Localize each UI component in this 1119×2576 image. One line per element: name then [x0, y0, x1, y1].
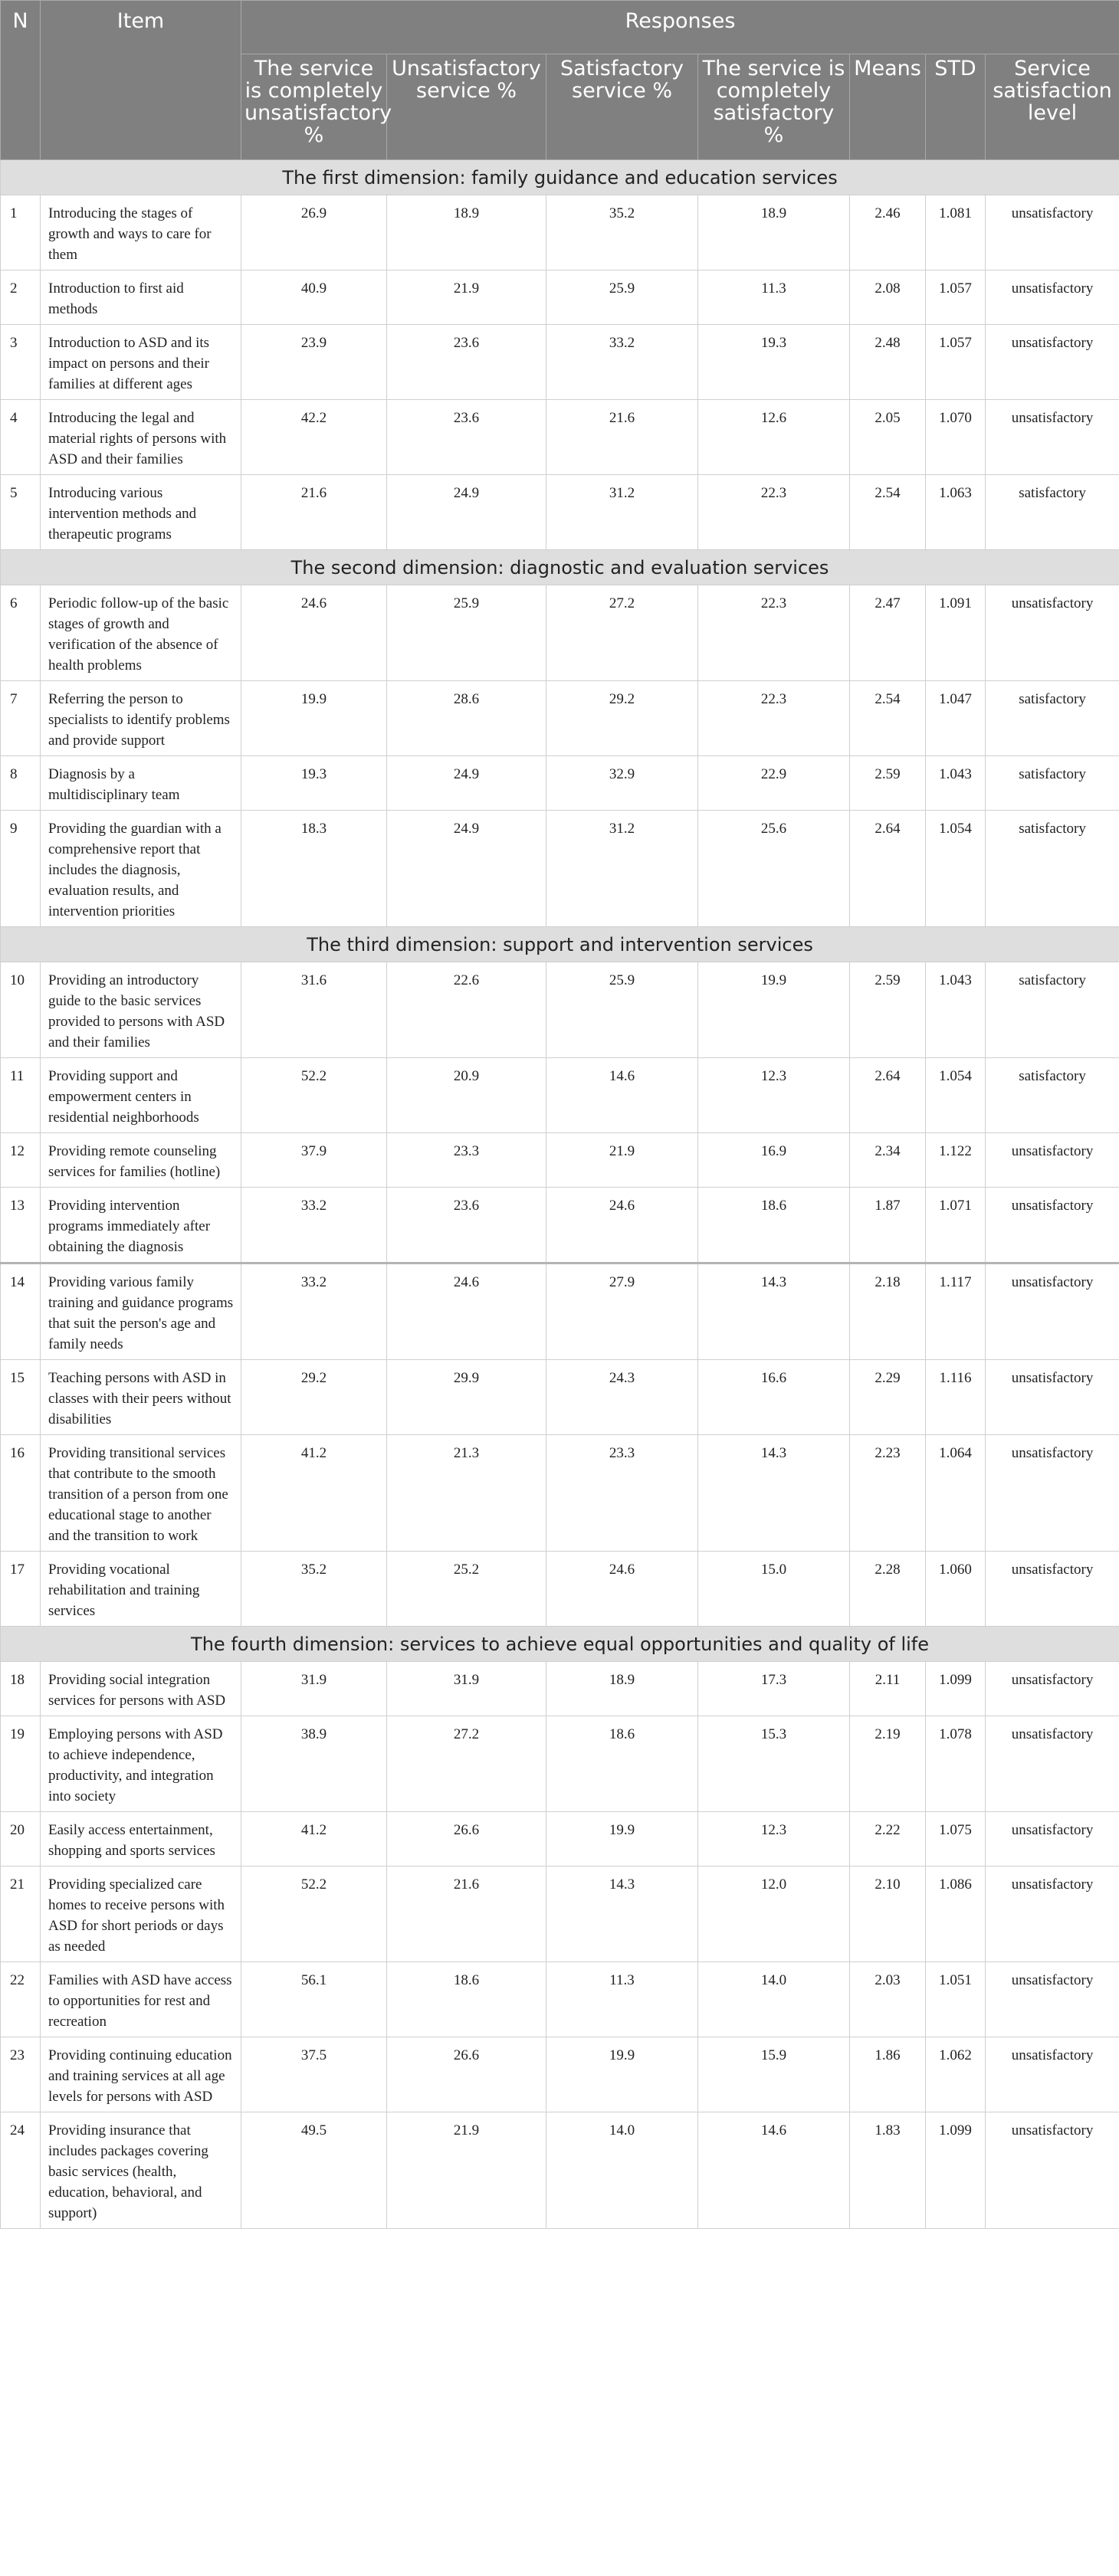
header-completely-unsatisfactory: The service is completely unsatisfactory %	[241, 54, 387, 160]
pct-completely-satisfactory: 16.6	[698, 1360, 850, 1435]
mean-value: 2.29	[850, 1360, 926, 1435]
dimension-header-row	[1, 160, 1119, 195]
satisfaction-level: satisfactory	[986, 962, 1119, 1058]
row-number: 1	[1, 195, 41, 270]
dimension-title: The fourth dimension: services to achieve equal opportunities and quality of life	[1, 1627, 1119, 1662]
dimension-title: The third dimension: support and intervention services	[1, 927, 1119, 962]
pct-satisfactory: 33.2	[546, 325, 698, 400]
mean-value: 2.10	[850, 1866, 926, 1962]
satisfaction-level: unsatisfactory	[986, 1866, 1119, 1962]
pct-unsatisfactory: 24.6	[387, 1263, 546, 1360]
satisfaction-level: unsatisfactory	[986, 270, 1119, 325]
std-value: 1.060	[926, 1552, 986, 1627]
table-row	[1, 811, 1119, 927]
std-value: 1.075	[926, 1812, 986, 1866]
row-item: Introducing the stages of growth and ways to care for them	[41, 195, 241, 270]
pct-completely-satisfactory: 22.3	[698, 475, 850, 550]
mean-value: 2.54	[850, 475, 926, 550]
mean-value: 1.83	[850, 2112, 926, 2229]
row-number: 8	[1, 756, 41, 811]
pct-unsatisfactory: 18.9	[387, 195, 546, 270]
header-item: Item	[41, 1, 241, 160]
pct-completely-satisfactory: 12.6	[698, 400, 850, 475]
pct-completely-unsatisfactory: 52.2	[241, 1058, 387, 1133]
table-row	[1, 962, 1119, 1058]
pct-unsatisfactory: 25.9	[387, 585, 546, 681]
row-number: 9	[1, 811, 41, 927]
std-value: 1.070	[926, 400, 986, 475]
pct-completely-unsatisfactory: 18.3	[241, 811, 387, 927]
satisfaction-level: satisfactory	[986, 475, 1119, 550]
pct-completely-satisfactory: 14.6	[698, 2112, 850, 2229]
pct-satisfactory: 14.3	[546, 1866, 698, 1962]
mean-value: 2.28	[850, 1552, 926, 1627]
std-value: 1.122	[926, 1133, 986, 1188]
table-row	[1, 325, 1119, 400]
table-row	[1, 1552, 1119, 1627]
pct-unsatisfactory: 31.9	[387, 1662, 546, 1716]
mean-value: 2.59	[850, 756, 926, 811]
row-item: Easily access entertainment, shopping and sports services	[41, 1812, 241, 1866]
satisfaction-level: unsatisfactory	[986, 1435, 1119, 1552]
header-means: Means	[850, 54, 926, 160]
mean-value: 2.46	[850, 195, 926, 270]
header-n: N	[1, 1, 41, 160]
pct-satisfactory: 19.9	[546, 1812, 698, 1866]
table-row	[1, 681, 1119, 756]
table-row	[1, 1133, 1119, 1188]
row-item: Families with ASD have access to opportunities for rest and recreation	[41, 1962, 241, 2037]
row-item: Introduction to ASD and its impact on persons and their families at different ages	[41, 325, 241, 400]
satisfaction-level: unsatisfactory	[986, 1133, 1119, 1188]
row-item: Providing various family training and guidance programs that suit the person's age and family needs	[41, 1263, 241, 1360]
pct-completely-unsatisfactory: 29.2	[241, 1360, 387, 1435]
row-item: Providing remote counseling services for families (hotline)	[41, 1133, 241, 1188]
header-satisfactory: Satisfactory service %	[546, 54, 698, 160]
mean-value: 2.64	[850, 1058, 926, 1133]
mean-value: 2.64	[850, 811, 926, 927]
row-number: 16	[1, 1435, 41, 1552]
std-value: 1.099	[926, 1662, 986, 1716]
satisfaction-level: unsatisfactory	[986, 400, 1119, 475]
pct-completely-unsatisfactory: 41.2	[241, 1435, 387, 1552]
std-value: 1.043	[926, 756, 986, 811]
pct-completely-satisfactory: 11.3	[698, 270, 850, 325]
row-item: Periodic follow-up of the basic stages of growth and verification of the absence of health problems	[41, 585, 241, 681]
pct-completely-unsatisfactory: 33.2	[241, 1263, 387, 1360]
pct-completely-satisfactory: 12.3	[698, 1058, 850, 1133]
table-row	[1, 1662, 1119, 1716]
row-number: 5	[1, 475, 41, 550]
row-number: 20	[1, 1812, 41, 1866]
mean-value: 1.87	[850, 1188, 926, 1263]
pct-completely-unsatisfactory: 49.5	[241, 2112, 387, 2229]
satisfaction-level: unsatisfactory	[986, 1188, 1119, 1263]
mean-value: 2.08	[850, 270, 926, 325]
row-number: 6	[1, 585, 41, 681]
row-number: 12	[1, 1133, 41, 1188]
table-row	[1, 1435, 1119, 1552]
row-number: 22	[1, 1962, 41, 2037]
mean-value: 2.05	[850, 400, 926, 475]
pct-completely-unsatisfactory: 31.6	[241, 962, 387, 1058]
header-completely-satisfactory: The service is completely satisfactory %	[698, 54, 850, 160]
dimension-header-row	[1, 927, 1119, 962]
pct-completely-satisfactory: 17.3	[698, 1662, 850, 1716]
pct-unsatisfactory: 25.2	[387, 1552, 546, 1627]
satisfaction-level: satisfactory	[986, 681, 1119, 756]
pct-completely-satisfactory: 18.6	[698, 1188, 850, 1263]
pct-unsatisfactory: 21.9	[387, 270, 546, 325]
pct-completely-unsatisfactory: 23.9	[241, 325, 387, 400]
row-item: Providing the guardian with a comprehensive report that includes the diagnosis, evaluation results, and intervention priorities	[41, 811, 241, 927]
satisfaction-level: satisfactory	[986, 1058, 1119, 1133]
table-row	[1, 1866, 1119, 1962]
pct-unsatisfactory: 29.9	[387, 1360, 546, 1435]
pct-satisfactory: 19.9	[546, 2037, 698, 2112]
header-responses: Responses	[241, 1, 1119, 54]
row-number: 19	[1, 1716, 41, 1812]
pct-unsatisfactory: 23.6	[387, 400, 546, 475]
pct-completely-unsatisfactory: 35.2	[241, 1552, 387, 1627]
row-item: Providing intervention programs immediately after obtaining the diagnosis	[41, 1188, 241, 1263]
row-number: 4	[1, 400, 41, 475]
pct-satisfactory: 18.9	[546, 1662, 698, 1716]
pct-unsatisfactory: 20.9	[387, 1058, 546, 1133]
pct-completely-satisfactory: 12.0	[698, 1866, 850, 1962]
mean-value: 2.23	[850, 1435, 926, 1552]
table-row	[1, 270, 1119, 325]
satisfaction-level: unsatisfactory	[986, 1552, 1119, 1627]
pct-completely-satisfactory: 18.9	[698, 195, 850, 270]
pct-completely-satisfactory: 19.9	[698, 962, 850, 1058]
row-item: Providing continuing education and training services at all age levels for persons with ASD	[41, 2037, 241, 2112]
pct-unsatisfactory: 22.6	[387, 962, 546, 1058]
mean-value: 2.03	[850, 1962, 926, 2037]
pct-completely-satisfactory: 12.3	[698, 1812, 850, 1866]
table-row	[1, 1360, 1119, 1435]
pct-completely-satisfactory: 14.0	[698, 1962, 850, 2037]
pct-completely-unsatisfactory: 24.6	[241, 585, 387, 681]
std-value: 1.043	[926, 962, 986, 1058]
row-number: 23	[1, 2037, 41, 2112]
pct-unsatisfactory: 18.6	[387, 1962, 546, 2037]
pct-completely-unsatisfactory: 31.9	[241, 1662, 387, 1716]
pct-satisfactory: 24.6	[546, 1552, 698, 1627]
row-number: 21	[1, 1866, 41, 1962]
pct-unsatisfactory: 24.9	[387, 475, 546, 550]
table-row	[1, 400, 1119, 475]
std-value: 1.081	[926, 195, 986, 270]
std-value: 1.071	[926, 1188, 986, 1263]
table-row	[1, 1058, 1119, 1133]
row-number: 3	[1, 325, 41, 400]
table-row	[1, 1188, 1119, 1263]
satisfaction-level: satisfactory	[986, 756, 1119, 811]
satisfaction-level: unsatisfactory	[986, 195, 1119, 270]
row-item: Providing transitional services that contribute to the smooth transition of a person from one educational stage to another and the transition to work	[41, 1435, 241, 1552]
pct-satisfactory: 32.9	[546, 756, 698, 811]
table-row	[1, 756, 1119, 811]
mean-value: 1.86	[850, 2037, 926, 2112]
std-value: 1.057	[926, 325, 986, 400]
pct-satisfactory: 21.6	[546, 400, 698, 475]
mean-value: 2.34	[850, 1133, 926, 1188]
row-number: 13	[1, 1188, 41, 1263]
pct-satisfactory: 24.3	[546, 1360, 698, 1435]
mean-value: 2.54	[850, 681, 926, 756]
pct-satisfactory: 27.2	[546, 585, 698, 681]
row-item: Referring the person to specialists to identify problems and provide support	[41, 681, 241, 756]
pct-satisfactory: 35.2	[546, 195, 698, 270]
row-number: 10	[1, 962, 41, 1058]
row-item: Providing vocational rehabilitation and training services	[41, 1552, 241, 1627]
dimension-title: The second dimension: diagnostic and evaluation services	[1, 550, 1119, 585]
pct-completely-satisfactory: 22.9	[698, 756, 850, 811]
row-number: 18	[1, 1662, 41, 1716]
std-value: 1.091	[926, 585, 986, 681]
pct-completely-unsatisfactory: 19.9	[241, 681, 387, 756]
pct-unsatisfactory: 27.2	[387, 1716, 546, 1812]
std-value: 1.117	[926, 1263, 986, 1360]
row-number: 2	[1, 270, 41, 325]
row-item: Providing social integration services for persons with ASD	[41, 1662, 241, 1716]
satisfaction-level: unsatisfactory	[986, 1263, 1119, 1360]
pct-unsatisfactory: 23.6	[387, 1188, 546, 1263]
satisfaction-level: unsatisfactory	[986, 1662, 1119, 1716]
row-item: Introduction to first aid methods	[41, 270, 241, 325]
satisfaction-level: satisfactory	[986, 811, 1119, 927]
row-number: 11	[1, 1058, 41, 1133]
pct-completely-satisfactory: 14.3	[698, 1435, 850, 1552]
std-value: 1.086	[926, 1866, 986, 1962]
row-item: Providing an introductory guide to the basic services provided to persons with ASD and their families	[41, 962, 241, 1058]
pct-completely-unsatisfactory: 42.2	[241, 400, 387, 475]
row-item: Employing persons with ASD to achieve independence, productivity, and integration into society	[41, 1716, 241, 1812]
header-unsatisfactory: Unsatisfactory service %	[387, 54, 546, 160]
pct-completely-satisfactory: 15.3	[698, 1716, 850, 1812]
satisfaction-level: unsatisfactory	[986, 325, 1119, 400]
std-value: 1.062	[926, 2037, 986, 2112]
pct-completely-satisfactory: 22.3	[698, 681, 850, 756]
row-number: 15	[1, 1360, 41, 1435]
table-row	[1, 1716, 1119, 1812]
pct-completely-unsatisfactory: 52.2	[241, 1866, 387, 1962]
pct-completely-satisfactory: 14.3	[698, 1263, 850, 1360]
pct-completely-unsatisfactory: 40.9	[241, 270, 387, 325]
header-std: STD	[926, 54, 986, 160]
row-item: Introducing the legal and material rights of persons with ASD and their families	[41, 400, 241, 475]
pct-completely-unsatisfactory: 26.9	[241, 195, 387, 270]
row-item: Providing support and empowerment centers in residential neighborhoods	[41, 1058, 241, 1133]
table-row	[1, 1812, 1119, 1866]
mean-value: 2.47	[850, 585, 926, 681]
pct-satisfactory: 27.9	[546, 1263, 698, 1360]
satisfaction-level: unsatisfactory	[986, 1360, 1119, 1435]
table-header	[1, 1, 1119, 160]
row-item: Providing insurance that includes packages covering basic services (health, education, behavioral, and support)	[41, 2112, 241, 2229]
pct-satisfactory: 25.9	[546, 270, 698, 325]
mean-value: 2.18	[850, 1263, 926, 1360]
pct-unsatisfactory: 24.9	[387, 756, 546, 811]
pct-satisfactory: 29.2	[546, 681, 698, 756]
std-value: 1.078	[926, 1716, 986, 1812]
pct-completely-satisfactory: 15.0	[698, 1552, 850, 1627]
table-row	[1, 1962, 1119, 2037]
pct-satisfactory: 14.6	[546, 1058, 698, 1133]
pct-satisfactory: 21.9	[546, 1133, 698, 1188]
pct-satisfactory: 31.2	[546, 811, 698, 927]
std-value: 1.064	[926, 1435, 986, 1552]
pct-completely-satisfactory: 22.3	[698, 585, 850, 681]
pct-satisfactory: 23.3	[546, 1435, 698, 1552]
pct-completely-unsatisfactory: 38.9	[241, 1716, 387, 1812]
dimension-header-row	[1, 550, 1119, 585]
pct-completely-unsatisfactory: 21.6	[241, 475, 387, 550]
satisfaction-level: unsatisfactory	[986, 1812, 1119, 1866]
table-row	[1, 1263, 1119, 1360]
row-number: 14	[1, 1263, 41, 1360]
satisfaction-level: unsatisfactory	[986, 585, 1119, 681]
row-item: Diagnosis by a multidisciplinary team	[41, 756, 241, 811]
row-number: 7	[1, 681, 41, 756]
pct-completely-unsatisfactory: 37.5	[241, 2037, 387, 2112]
std-value: 1.116	[926, 1360, 986, 1435]
pct-unsatisfactory: 21.3	[387, 1435, 546, 1552]
std-value: 1.054	[926, 1058, 986, 1133]
pct-completely-unsatisfactory: 37.9	[241, 1133, 387, 1188]
pct-satisfactory: 11.3	[546, 1962, 698, 2037]
row-item: Teaching persons with ASD in classes with their peers without disabilities	[41, 1360, 241, 1435]
satisfaction-level: unsatisfactory	[986, 2112, 1119, 2229]
pct-completely-unsatisfactory: 56.1	[241, 1962, 387, 2037]
std-value: 1.057	[926, 270, 986, 325]
pct-completely-unsatisfactory: 41.2	[241, 1812, 387, 1866]
pct-completely-unsatisfactory: 19.3	[241, 756, 387, 811]
header-level: Service satisfaction level	[986, 54, 1119, 160]
dimension-header-row	[1, 1627, 1119, 1662]
pct-unsatisfactory: 23.6	[387, 325, 546, 400]
std-value: 1.051	[926, 1962, 986, 2037]
table-row	[1, 585, 1119, 681]
pct-completely-unsatisfactory: 33.2	[241, 1188, 387, 1263]
pct-unsatisfactory: 26.6	[387, 1812, 546, 1866]
table-row	[1, 475, 1119, 550]
pct-completely-satisfactory: 15.9	[698, 2037, 850, 2112]
std-value: 1.047	[926, 681, 986, 756]
dimension-title: The first dimension: family guidance and education services	[1, 160, 1119, 195]
table-row	[1, 2037, 1119, 2112]
std-value: 1.099	[926, 2112, 986, 2229]
satisfaction-level: unsatisfactory	[986, 2037, 1119, 2112]
mean-value: 2.22	[850, 1812, 926, 1866]
pct-unsatisfactory: 23.3	[387, 1133, 546, 1188]
pct-unsatisfactory: 24.9	[387, 811, 546, 927]
pct-satisfactory: 14.0	[546, 2112, 698, 2229]
pct-satisfactory: 18.6	[546, 1716, 698, 1812]
pct-satisfactory: 31.2	[546, 475, 698, 550]
table-row	[1, 195, 1119, 270]
std-value: 1.063	[926, 475, 986, 550]
pct-satisfactory: 25.9	[546, 962, 698, 1058]
table-row	[1, 2112, 1119, 2229]
pct-completely-satisfactory: 16.9	[698, 1133, 850, 1188]
std-value: 1.054	[926, 811, 986, 927]
mean-value: 2.19	[850, 1716, 926, 1812]
row-item: Providing specialized care homes to receive persons with ASD for short periods or days as needed	[41, 1866, 241, 1962]
row-number: 24	[1, 2112, 41, 2229]
table-body	[1, 160, 1119, 2229]
pct-completely-satisfactory: 19.3	[698, 325, 850, 400]
satisfaction-level: unsatisfactory	[986, 1716, 1119, 1812]
row-item: Introducing various intervention methods and therapeutic programs	[41, 475, 241, 550]
pct-unsatisfactory: 28.6	[387, 681, 546, 756]
pct-unsatisfactory: 21.6	[387, 1866, 546, 1962]
satisfaction-level: unsatisfactory	[986, 1962, 1119, 2037]
mean-value: 2.48	[850, 325, 926, 400]
pct-satisfactory: 24.6	[546, 1188, 698, 1263]
mean-value: 2.59	[850, 962, 926, 1058]
mean-value: 2.11	[850, 1662, 926, 1716]
row-number: 17	[1, 1552, 41, 1627]
pct-unsatisfactory: 21.9	[387, 2112, 546, 2229]
pct-completely-satisfactory: 25.6	[698, 811, 850, 927]
pct-unsatisfactory: 26.6	[387, 2037, 546, 2112]
